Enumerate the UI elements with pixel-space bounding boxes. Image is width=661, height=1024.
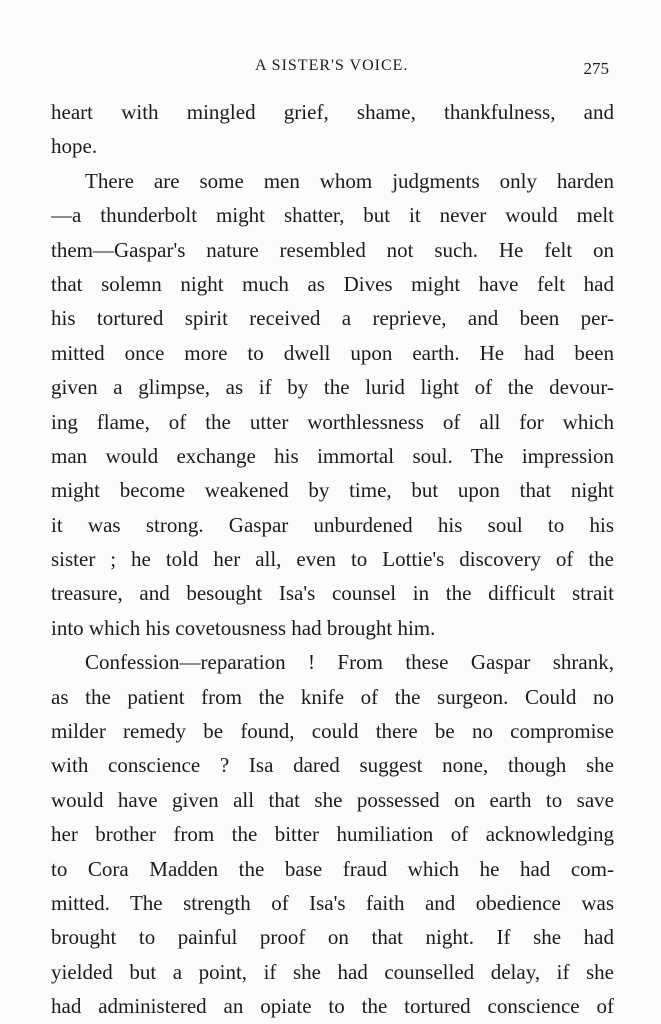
- text-line: that solemn night much as Dives might have felt had: [51, 271, 614, 296]
- text-line: mitted once more to dwell upon earth. He had been: [51, 340, 614, 365]
- running-title: A SISTER'S VOICE.: [255, 57, 409, 74]
- text-line: had administered an opiate to the tortured conscience of: [51, 994, 614, 1019]
- text-line: into which his covetousness had brought him.: [51, 615, 436, 640]
- text-line: his tortured spirit received a reprieve, and been per-: [51, 306, 614, 331]
- text-line: to Cora Madden the base fraud which he had com-: [51, 856, 614, 881]
- text-line: mitted. The strength of Isa's faith and obedience was: [51, 890, 614, 915]
- text-line: treasure, and besought Isa's counsel in the difficult strait: [51, 581, 614, 606]
- text-line: them—Gaspar's nature resembled not such. He felt on: [51, 237, 614, 262]
- running-header: [0, 57, 661, 81]
- text-line: her brother from the bitter humiliation of acknowledging: [51, 822, 614, 847]
- text-line: with conscience ? Isa dared suggest none, though she: [51, 753, 614, 778]
- page-number: 275: [583, 59, 609, 78]
- text-line: it was strong. Gaspar unburdened his soul to his: [51, 512, 614, 537]
- text-line: Confession—reparation ! From these Gaspar shrank,: [85, 650, 614, 675]
- text-line: milder remedy be found, could there be no compromise: [51, 719, 614, 744]
- text-line: would have given all that she possessed on earth to save: [51, 787, 614, 812]
- text-line: given a glimpse, as if by the lurid light of the devour-: [51, 375, 614, 400]
- text-line: man would exchange his immortal soul. The impression: [51, 443, 614, 468]
- text-line: as the patient from the knife of the surgeon. Could no: [51, 684, 614, 709]
- text-line: sister ; he told her all, even to Lottie's discovery of the: [51, 547, 614, 572]
- text-line: yielded but a point, if she had counselled delay, if she: [51, 959, 614, 984]
- text-line: brought to painful proof on that night. If she had: [51, 925, 614, 950]
- text-line: There are some men whom judgments only harden: [85, 168, 614, 193]
- body-text: [51, 95, 614, 1024]
- text-line: heart with mingled grief, shame, thankfulness, and: [51, 100, 614, 124]
- text-line: hope.: [51, 134, 98, 159]
- text-line: might become weakened by time, but upon that night: [51, 478, 614, 503]
- text-line: ing flame, of the utter worthlessness of all for which: [51, 409, 614, 434]
- text-line: —a thunderbolt might shatter, but it never would melt: [51, 203, 614, 228]
